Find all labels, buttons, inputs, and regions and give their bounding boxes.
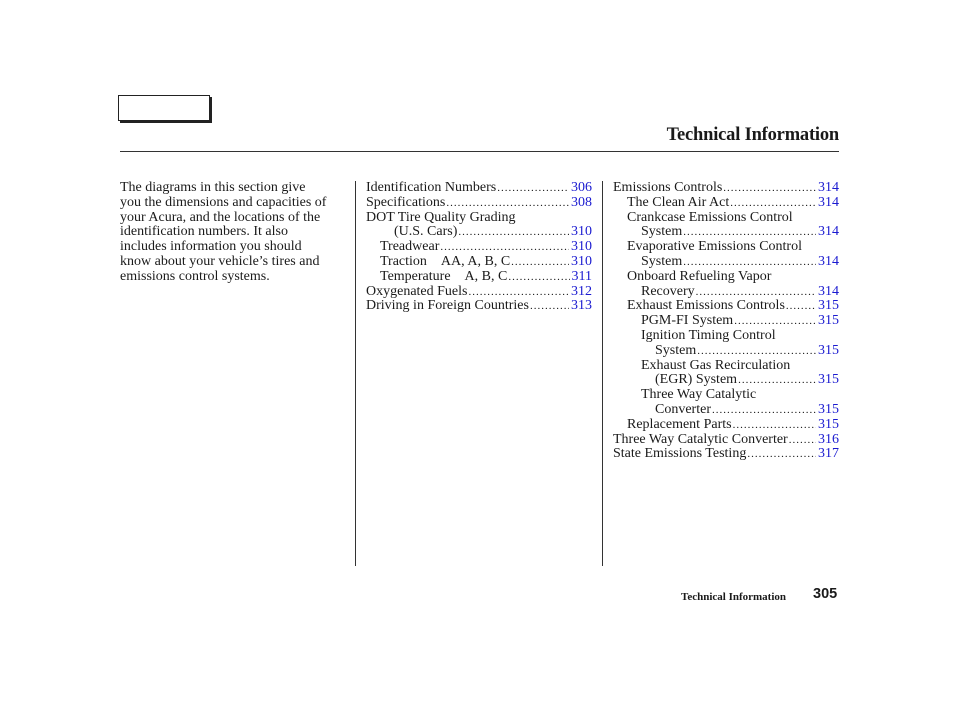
toc-entry-label: Exhaust Gas Recirculation	[641, 357, 791, 373]
toc-page-link[interactable]: 315	[818, 372, 839, 388]
toc-entry-label: Oxygenated Fuels	[366, 283, 468, 299]
dot-leader	[789, 433, 816, 448]
toc-entry	[613, 270, 839, 285]
toc-entry-label: PGM-FI System	[641, 313, 734, 329]
dot-leader	[786, 299, 816, 314]
toc-page-link[interactable]: 314	[818, 224, 839, 240]
toc-entry[interactable]	[366, 270, 592, 285]
toc-page-link[interactable]: 315	[818, 313, 839, 329]
intro-line: identification numbers. It also	[120, 224, 288, 240]
dot-leader	[712, 403, 816, 418]
toc-entry[interactable]	[613, 403, 839, 418]
toc-page-link[interactable]: 308	[571, 194, 592, 210]
dot-leader	[733, 418, 816, 433]
intro-line: you the dimensions and capacities of	[120, 194, 327, 210]
dot-leader	[696, 285, 816, 300]
intro-line: know about your vehicle’s tires and	[120, 253, 320, 269]
section-tab-box	[118, 95, 210, 121]
toc-page-link[interactable]: 311	[571, 268, 592, 284]
toc-entry	[613, 329, 839, 344]
toc-entry-label: (U.S. Cars)	[394, 224, 458, 240]
toc-entry	[613, 388, 839, 403]
toc-page-link[interactable]: 316	[818, 431, 839, 447]
toc-entry[interactable]	[613, 314, 839, 329]
toc-entry	[613, 240, 839, 255]
toc-page-link[interactable]: 314	[818, 180, 839, 195]
toc-entry[interactable]	[366, 285, 592, 300]
toc-entry-label: Emissions Controls	[613, 180, 723, 195]
dot-leader	[723, 181, 816, 196]
dot-leader	[440, 240, 569, 255]
toc-entry[interactable]	[366, 225, 592, 240]
toc-entry-label: Recovery	[641, 283, 695, 299]
toc-entry-label: Traction AA, A, B, C	[380, 253, 511, 269]
toc-page-link[interactable]: 313	[571, 298, 592, 314]
dot-leader	[738, 373, 816, 388]
page-title: Technical Information	[666, 125, 839, 145]
dot-leader	[697, 344, 816, 359]
toc-entry[interactable]	[366, 299, 592, 314]
dot-leader	[730, 196, 816, 211]
toc-page-link[interactable]: 314	[818, 283, 839, 299]
toc-entry[interactable]	[613, 447, 839, 462]
toc-entry[interactable]	[613, 285, 839, 300]
toc-entry-label: Specifications	[366, 194, 446, 210]
toc-entry[interactable]	[613, 433, 839, 448]
dot-leader	[458, 225, 569, 240]
toc-page-link[interactable]: 315	[818, 416, 839, 432]
intro-line: your Acura, and the locations of the	[120, 209, 321, 225]
toc-entry-label: Driving in Foreign Countries	[366, 298, 529, 314]
toc-entry[interactable]	[366, 255, 592, 270]
toc-page-link[interactable]: 314	[818, 253, 839, 269]
title-rule	[120, 151, 839, 152]
toc-entry-label: Three Way Catalytic Converter	[613, 431, 788, 447]
toc-page-link[interactable]: 315	[818, 401, 839, 417]
toc-page-link[interactable]: 310	[571, 239, 592, 255]
dot-leader	[530, 299, 569, 314]
toc-entry-label: System	[641, 224, 683, 240]
intro-line: includes information you should	[120, 239, 302, 255]
toc-entry[interactable]	[613, 344, 839, 359]
toc-entry[interactable]	[366, 181, 592, 196]
column-divider	[602, 181, 603, 566]
toc-entry[interactable]	[613, 373, 839, 388]
toc-entry	[366, 211, 592, 226]
toc-entry-label: Three Way Catalytic	[641, 387, 757, 403]
toc-column-1	[366, 181, 592, 314]
dot-leader	[747, 447, 816, 462]
column-divider	[355, 181, 356, 566]
toc-entry[interactable]	[613, 299, 839, 314]
intro-line: emissions control systems.	[120, 268, 270, 284]
toc-entry[interactable]	[613, 196, 839, 211]
toc-page-link[interactable]: 310	[571, 253, 592, 269]
dot-leader	[508, 270, 569, 285]
toc-page-link[interactable]: 315	[818, 342, 839, 358]
dot-leader	[734, 314, 816, 329]
toc-entry[interactable]	[613, 225, 839, 240]
toc-entry-label: System	[641, 253, 683, 269]
dot-leader	[511, 255, 569, 270]
toc-entry-label: Converter	[655, 401, 711, 417]
dot-leader	[683, 225, 816, 240]
intro-paragraph	[120, 181, 352, 285]
toc-entry-label: The Clean Air Act	[627, 194, 730, 210]
toc-entry-label: Temperature A, B, C	[380, 268, 508, 284]
toc-page-link[interactable]: 315	[818, 298, 839, 314]
intro-line: The diagrams in this section give	[120, 180, 306, 195]
toc-page-link[interactable]: 314	[818, 194, 839, 210]
toc-entry-label: Exhaust Emissions Controls	[627, 298, 785, 314]
toc-entry-label: System	[655, 342, 697, 358]
toc-entry[interactable]	[613, 255, 839, 270]
toc-entry[interactable]	[613, 418, 839, 433]
toc-entry-label: DOT Tire Quality Grading	[366, 209, 516, 225]
toc-entry-label: Evaporative Emissions Control	[627, 239, 802, 255]
toc-entry-label: Replacement Parts	[627, 416, 732, 432]
dot-leader	[468, 285, 569, 300]
toc-page-link[interactable]: 312	[571, 283, 592, 299]
toc-column-2	[613, 181, 839, 462]
dot-leader	[497, 181, 569, 196]
toc-entry[interactable]	[613, 181, 839, 196]
toc-entry-label: Crankcase Emissions Control	[627, 209, 793, 225]
toc-entry-label: Identification Numbers	[366, 180, 497, 195]
toc-entry[interactable]	[366, 240, 592, 255]
toc-entry	[613, 211, 839, 226]
toc-entry-label: State Emissions Testing	[613, 446, 747, 462]
toc-entry-label: Ignition Timing Control	[641, 327, 776, 343]
toc-page-link[interactable]: 310	[571, 224, 592, 240]
toc-page-link[interactable]: 306	[571, 180, 592, 195]
toc-entry-label: (EGR) System	[655, 372, 738, 388]
toc-entry	[613, 359, 839, 374]
toc-entry-label: Treadwear	[380, 239, 440, 255]
toc-page-link[interactable]: 317	[818, 446, 839, 462]
toc-entry[interactable]	[366, 196, 592, 211]
dot-leader	[683, 255, 816, 270]
toc-entry-label: Onboard Refueling Vapor	[627, 268, 772, 284]
footer-section-label: Technical Information	[681, 591, 787, 603]
page-number: 305	[813, 586, 838, 602]
dot-leader	[446, 196, 569, 211]
